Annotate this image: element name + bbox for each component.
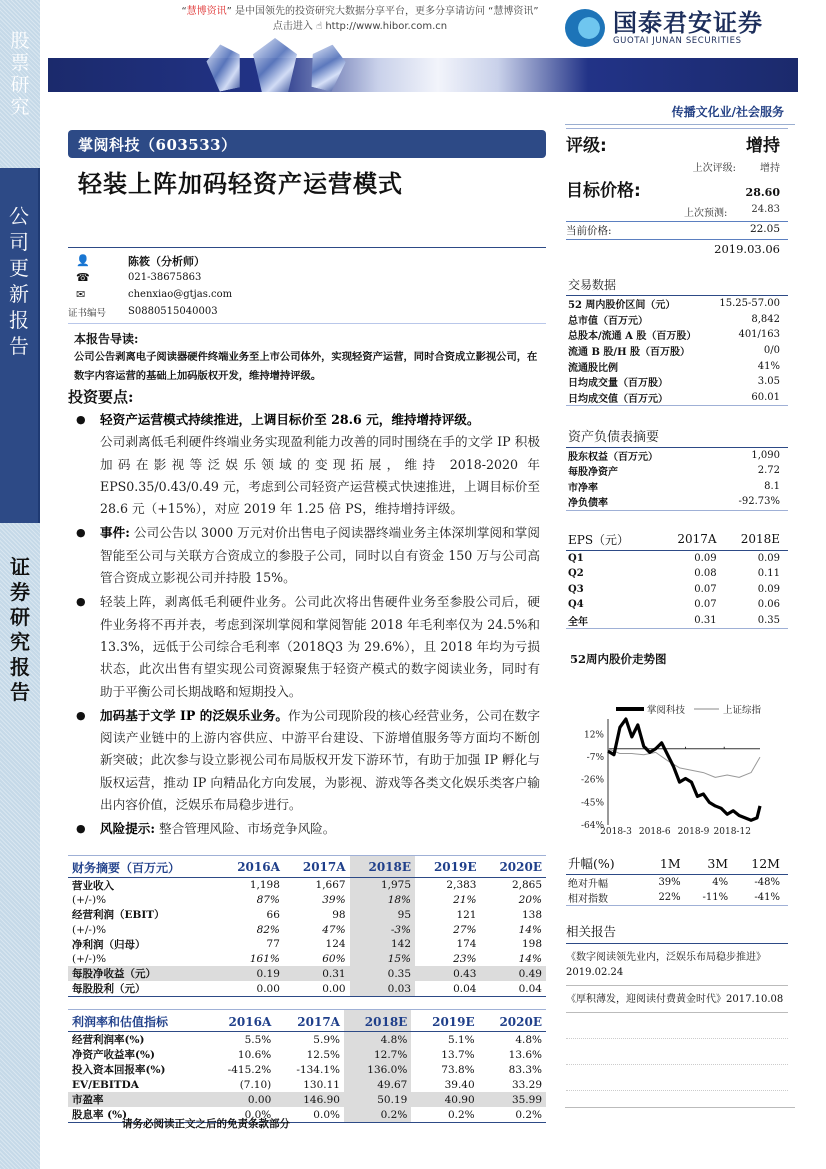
mail-icon: ✉: [76, 288, 86, 301]
cell: 1,667: [315, 879, 346, 892]
cell: 14%: [518, 953, 542, 966]
table-row: [566, 311, 788, 327]
cell: 161%: [249, 953, 280, 966]
table-row: [566, 447, 788, 463]
cell: 0.09: [757, 583, 780, 595]
cell: 49.67: [344, 1077, 411, 1092]
diamond-icon: [204, 41, 247, 93]
financial-summary-table: 财务摘要（百万元） 2016A 2017A 2018E 2019E 2020E 营业收入 1,198 1,667 1,975 2,383 2,865 (+/-)% 87% 39% 18% 21% 20% 经营利润（EBIT） 66 98 95 121 138 (+/-)% 82% 47% -3% 27% 14% 净利润（归母） 77 124 142 174 198 (+/-)% 161% 60% 15% 23% 14% 每股净收益（元） 0.19 0.31 0.35 0.43 0.49 每股股利（元） 0.00 0.00 0.03 0.04 0.04: [68, 855, 546, 998]
report-guide: [68, 330, 546, 386]
cell: 0.0%: [275, 1107, 344, 1123]
prev-rating-label: 上次评级:: [692, 163, 736, 174]
cell: 0.00: [284, 981, 350, 997]
table-row: [68, 1047, 546, 1062]
cell: 0.04: [480, 981, 546, 997]
table-row: [566, 597, 788, 613]
table-row: [566, 327, 788, 343]
cell: -11%: [689, 890, 736, 906]
sidebar-label-securities-research: 证 券 研 究 报 告: [10, 555, 30, 704]
svg-text:2018-6: 2018-6: [638, 827, 671, 837]
cell: 39%: [322, 893, 346, 906]
cell: 66: [266, 908, 280, 921]
row-label: (+/-)%: [72, 953, 107, 966]
cell: -48%: [754, 877, 780, 889]
row-label: 每股股利（元）: [68, 981, 218, 997]
promo-banner[interactable]: [160, 4, 560, 34]
row-label: (+/-)%: [72, 923, 107, 936]
table-row: [566, 566, 788, 582]
row-label: 52 周内股价区间（元）: [568, 300, 676, 312]
row-label: 市盈率: [68, 1092, 207, 1107]
prev-rating-value: 增持: [760, 163, 780, 174]
divider: [565, 1107, 795, 1108]
cell: 98: [332, 908, 346, 921]
row-label: EV/EBITDA: [72, 1078, 139, 1091]
row-label: 每股净收益（元）: [68, 966, 218, 981]
cell: 0.00: [207, 1092, 276, 1107]
cell: 13.6%: [508, 1048, 542, 1061]
row-label: (+/-)%: [72, 893, 107, 906]
row-label: 净负债率: [568, 498, 608, 510]
sidebar-label-company-update: 公 司 更 新 报 告: [0, 168, 40, 523]
cell: 50.19: [344, 1092, 411, 1107]
table-row: [68, 877, 546, 893]
trading-data-heading: 交易数据: [568, 278, 617, 292]
row-value: 8,842: [751, 313, 780, 325]
diamond-icon: [305, 41, 349, 94]
cell: 0.09: [757, 552, 780, 564]
target-price-value: 28.60: [745, 186, 780, 199]
cell: 35.99: [479, 1092, 546, 1107]
cell: 10.6%: [237, 1048, 272, 1061]
divider: [565, 124, 795, 125]
row-value: 41%: [757, 360, 780, 372]
chart-title: 52周内股价走势图: [570, 652, 667, 666]
row-label: 流通 B 股/H 股（百万股）: [568, 346, 690, 358]
cell: 0.06: [757, 599, 780, 611]
person-icon: 👤: [76, 254, 90, 267]
svg-text:-64%: -64%: [580, 821, 604, 831]
cell: 33.29: [511, 1078, 542, 1091]
investment-point: ● 风险提示: 整合管理风险、市场竞争风险。: [68, 818, 546, 840]
row-label: 全年: [566, 613, 661, 629]
row-value: -92.73%: [738, 496, 780, 508]
svg-text:2018-3: 2018-3: [600, 827, 632, 837]
legend-label: 上证综指: [723, 705, 762, 716]
legend-label: 掌阅科技: [647, 705, 686, 716]
diamond-icon: [253, 38, 297, 92]
report-date: 2019.03.06: [714, 242, 780, 256]
trading-data-table: [566, 295, 788, 406]
cell: 5.5%: [244, 1033, 272, 1046]
sidebar-label-stock-research: 股 票 研 究: [10, 30, 30, 118]
stock-price-chart: [566, 667, 788, 842]
investment-point: ● 事件: 公司公告以 3000 万元对价出售电子阅读器终端业务主体深圳掌阅和掌阅智能至公司与关联方合资成立的参股子公司，同时以自有资金 150 万与公司高管合资成立影视公司并持股 15%。: [68, 522, 546, 589]
cell: 146.90: [275, 1092, 344, 1107]
cell: 4.8%: [344, 1032, 411, 1048]
performance-table: 升幅(%) 1M 3M 12M 绝对升幅 39% 4% -48% 相对指数 22% -11% -41%: [566, 854, 788, 906]
row-label: 经营利润（EBIT）: [72, 909, 165, 922]
bullet-icon: ●: [76, 526, 86, 540]
cell: 4%: [712, 877, 729, 889]
row-label: Q1: [568, 552, 584, 564]
cell: 0.19: [218, 966, 284, 981]
eps-table: EPS（元） 2017A 2018E Q1 0.09 0.09 Q2 0.08 0.11 Q3 0.07 0.09 Q4 0.07 0.06 全年 0.31 0.35: [566, 531, 788, 629]
series-line: [608, 749, 760, 778]
related-report-empty: [566, 1039, 788, 1065]
cell: 1,198: [249, 879, 280, 892]
cell: 77: [266, 938, 280, 951]
cell: 5.1%: [447, 1033, 475, 1046]
stock-name-bar: 掌阅科技（603533）: [68, 130, 546, 158]
svg-text:2018-12: 2018-12: [713, 827, 751, 837]
table-row: [566, 463, 788, 479]
bullet-icon: ●: [76, 708, 86, 722]
svg-text:-45%: -45%: [580, 798, 604, 809]
row-value: 60.01: [751, 391, 780, 403]
related-report-link[interactable]: 《厚积薄发，迎阅读付费黄金时代》2017.10.08: [566, 986, 788, 1013]
cell: 2,865: [511, 879, 542, 892]
row-label: 市净率: [568, 483, 598, 495]
table-row: [68, 907, 546, 922]
rating-label: 评级:: [566, 136, 607, 156]
cell: 13.7%: [441, 1048, 475, 1061]
cell: 15%: [350, 952, 415, 967]
bullet-icon: ●: [76, 595, 86, 609]
cell: 0.35: [350, 966, 415, 981]
table-row: [566, 343, 788, 359]
cert-label: 证书编号: [68, 307, 107, 319]
table-row: [566, 581, 788, 597]
row-label: Q3: [568, 583, 584, 595]
row-label: 经营利润率(%): [72, 1034, 145, 1047]
cell: (7.10): [239, 1078, 272, 1091]
balance-sheet-heading: 资产负债表摘要: [568, 429, 660, 445]
table-row: [566, 875, 788, 891]
current-price-value: 22.05: [749, 223, 780, 235]
target-price-label: 目标价格:: [566, 181, 641, 201]
table-row: [68, 952, 546, 967]
cell: -41%: [736, 890, 788, 906]
row-label: 投入资本回报率(%): [72, 1064, 166, 1077]
cell: 136.0%: [344, 1062, 411, 1077]
table-row: [68, 1092, 546, 1107]
row-label: Q2: [568, 568, 584, 580]
row-label: 流通股比例: [568, 362, 618, 374]
current-price-row: [566, 221, 788, 240]
related-reports-heading: 相关报告: [566, 922, 788, 944]
cell: 27%: [453, 923, 477, 936]
cell: 138: [521, 908, 542, 921]
cell: 130.11: [303, 1078, 340, 1091]
table-row: [68, 1077, 546, 1092]
cell: 0.35: [725, 613, 788, 629]
cert-number: S0880515040003: [128, 306, 218, 317]
cell: 60%: [322, 953, 346, 966]
analyst-name: 陈筱（分析师）: [128, 254, 205, 268]
row-label: 净资产收益率(%): [72, 1049, 155, 1062]
logo-cn-text: 国泰君安证券: [613, 9, 763, 37]
table-row: [68, 893, 546, 908]
table-row: [566, 374, 788, 390]
row-label: 股东权益（百万元）: [568, 451, 658, 463]
table-row: [68, 981, 546, 997]
cell: 0.31: [661, 613, 724, 629]
analyst-info: [68, 247, 546, 324]
cell: 0.09: [694, 552, 717, 564]
table-row: [68, 1032, 546, 1048]
row-label: 营业收入: [72, 879, 114, 892]
analyst-phone: 021-38675863: [128, 272, 202, 283]
cell: 40.90: [411, 1092, 478, 1107]
svg-text:-7%: -7%: [586, 753, 604, 764]
cell: 39.40: [444, 1078, 475, 1091]
row-value: 8.1: [764, 481, 780, 493]
cell: 0.00: [218, 981, 284, 997]
industry-label: 传播文化业/社会服务: [671, 105, 784, 119]
current-price-label: 当前价格:: [566, 225, 612, 237]
cell: 12.7%: [344, 1047, 411, 1062]
guide-text: 公司公告剥离电子阅读器硬件终端业务至上市公司体外，实现轻资产运营，同时合资成立影视公司，在数字内容运营的基础上加码版权开发，维持增持评级。: [74, 351, 538, 382]
cell: 2,383: [446, 879, 477, 892]
phone-icon: ☎: [76, 271, 90, 284]
related-report-empty: [566, 1013, 788, 1039]
cell: 4.8%: [515, 1033, 542, 1046]
row-value: 401/163: [738, 329, 780, 341]
row-label: 股息率 (%): [68, 1107, 207, 1123]
logo-mark-icon: [565, 9, 605, 47]
cell: 0.03: [350, 981, 415, 997]
table-row: [68, 937, 546, 952]
cell: 21%: [453, 893, 477, 906]
valuation-table: 利润率和估值指标 2016A 2017A 2018E 2019E 2020E 经营利润率(%) 5.5% 5.9% 4.8% 5.1% 4.8% 净资产收益率(%) 10.6% 12.5% 12.7% 13.7% 13.6% 投入资本回报率(%) -415.2% -134.1% 136.0% 73.8% 83.3% EV/EBITDA (7.10) 130.11 49.67 39.40 33.29 市盈率 0.00 146.90 50.19 40.90 35.99 股息率 (%) 0.0% 0.0% 0.2% 0.2% 0.2%: [68, 1009, 546, 1123]
rating-value: 增持: [746, 136, 780, 156]
cell: -415.2%: [227, 1063, 272, 1076]
cell: 0.2%: [479, 1107, 546, 1123]
cell: -3%: [350, 922, 415, 937]
balance-sheet-table: [566, 447, 788, 511]
cell: 47%: [322, 923, 346, 936]
cell: 121: [456, 908, 477, 921]
row-label: 总股本/流通 A 股（百万股）: [568, 331, 697, 343]
cell: 23%: [453, 953, 477, 966]
investment-point: ● 轻资产运营模式持续推进，上调目标价至 28.6 元，维持增持评级。 公司剥离低毛利硬件终端业务实现盈利能力改善的同时围绕在手的文学 IP 积极加码在影视等泛娱乐领域的变现拓展，维持 2018-2020 年 EPS0.35/0.43/0.49 元，考虑到公司轻资产运营模式快速推进，上调目标价至 28.6 元（+15%），对应 2019 年 1.25 倍 PS，维持增持评级。: [68, 409, 546, 520]
left-sidebar: [0, 0, 40, 1169]
cell: 0.2%: [344, 1107, 411, 1123]
guide-heading: 本报告导读:: [74, 332, 139, 346]
rating-row: [566, 128, 788, 156]
row-label: 相对指数: [566, 890, 646, 906]
cell: 142: [350, 937, 415, 952]
table-row: [566, 890, 788, 906]
table-row: [566, 494, 788, 510]
svg-text:2018-9: 2018-9: [677, 827, 710, 837]
cell: 0.2%: [411, 1107, 478, 1123]
svg-text:-26%: -26%: [580, 775, 604, 786]
cell: 0.04: [415, 981, 480, 997]
report-title: 轻装上阵加码轻资产运营模式: [78, 169, 403, 198]
row-value: 2.72: [757, 465, 780, 477]
row-label: 每股净资产: [568, 467, 618, 479]
analyst-email[interactable]: chenxiao@gtjas.com: [128, 289, 233, 300]
investment-point: ● 加码基于文学 IP 的泛娱乐业务。作为公司现阶段的核心经营业务，公司在数字阅读产业链中的上游内容供应、中游平台建设、下游增值服务等方面均不断创新突破；此次参与设立影视公司布局版权开发下游环节，有助于加强 IP 孵化与版权运营，推动 IP 向精品化方向发展，为影视、游戏等各类文化娱乐类客户输出内容价值，泛娱乐布局稳步进行。: [68, 705, 546, 816]
cell: 124: [325, 938, 346, 951]
cell: 83.3%: [508, 1063, 542, 1076]
table-row: [566, 390, 788, 406]
cell: 22%: [646, 890, 689, 906]
cell: 0.43: [415, 966, 480, 981]
cell: 0.07: [694, 599, 717, 611]
prev-forecast-label: 上次预测:: [683, 208, 728, 219]
bullet-icon: ●: [76, 822, 86, 836]
related-report-link[interactable]: 《数字阅读领先业内，泛娱乐布局稳步推进》2019.02.24: [566, 944, 788, 986]
cell: 39%: [658, 877, 681, 889]
cell: 0.08: [694, 568, 717, 580]
table-row: [566, 550, 788, 566]
cell: 82%: [256, 923, 280, 936]
cell: 0.49: [480, 966, 546, 981]
cell: 0.0%: [207, 1107, 276, 1123]
line-chart: [566, 667, 788, 842]
row-label: 净利润（归母）: [72, 938, 146, 951]
row-value: 1,090: [751, 449, 780, 461]
cell: 0.11: [757, 568, 780, 580]
table-row: [566, 613, 788, 629]
prev-forecast-value: 24.83: [751, 204, 780, 215]
disclaimer-note: 请务必阅读正文之后的免责条款部分: [122, 1118, 290, 1130]
row-label: 总市值（百万元）: [568, 315, 648, 327]
table-row: [566, 296, 788, 312]
row-label: 绝对升幅: [568, 879, 608, 891]
table-row: [566, 479, 788, 495]
svg-text:12%: 12%: [583, 730, 604, 741]
cell: -134.1%: [296, 1063, 340, 1076]
promo-line-1: “慧博资讯” 是中国领先的投资研究大数据分享平台，更多分享请访问 “慧博资讯”: [181, 6, 539, 17]
right-column: [566, 128, 788, 1091]
main-column: [68, 130, 546, 1123]
table-row: [566, 358, 788, 374]
logo-en-text: GUOTAI JUNAN SECURITIES: [613, 36, 742, 46]
cell: 87%: [256, 893, 280, 906]
company-logo: [565, 8, 795, 48]
cell: 0.07: [694, 583, 717, 595]
row-label: 日均成交值（百万元）: [568, 393, 668, 405]
row-value: 15.25-57.00: [719, 298, 780, 310]
table-row: [68, 1062, 546, 1077]
investment-points-heading: 投资要点:: [68, 388, 134, 406]
row-value: 3.05: [757, 376, 780, 388]
cell: 73.8%: [441, 1063, 475, 1076]
header-banner: [48, 58, 798, 92]
promo-link[interactable]: 点击进入 ☝ http://www.hibor.com.cn: [272, 21, 448, 32]
cell: 1,975: [350, 877, 415, 893]
table-row: [68, 922, 546, 937]
cell: 198: [521, 938, 542, 951]
cell: 18%: [350, 893, 415, 908]
row-label: Q4: [568, 599, 584, 611]
cell: 14%: [518, 923, 542, 936]
table-row: [68, 966, 546, 981]
related-report-empty: [566, 1065, 788, 1091]
cell: 0.31: [284, 966, 350, 981]
row-label: 日均成交量（百万股）: [568, 378, 668, 390]
row-value: 0/0: [763, 344, 780, 356]
cell: 5.9%: [313, 1033, 340, 1046]
cell: 20%: [518, 893, 542, 906]
cell: 174: [456, 938, 477, 951]
investment-point: ● 轻装上阵，剥离低毛利硬件业务。公司此次将出售硬件业务至参股公司后，硬件业务将不再并表，考虑到深圳掌阅和掌阅智能 2018 年毛利率仅为 24.5%和 13.3%，远低于公司综合毛利率（2018Q3 为 29.6%），且 2018 年均为亏损状态，此次出售有望实现公司资源聚焦于轻资产模式的数字阅读业务，同时有助于平衡公司长期战略和短期投入。: [68, 591, 546, 702]
bullet-icon: ●: [76, 413, 86, 426]
series-line: [608, 719, 760, 820]
cell: 12.5%: [306, 1048, 340, 1061]
cell: 95: [350, 907, 415, 922]
